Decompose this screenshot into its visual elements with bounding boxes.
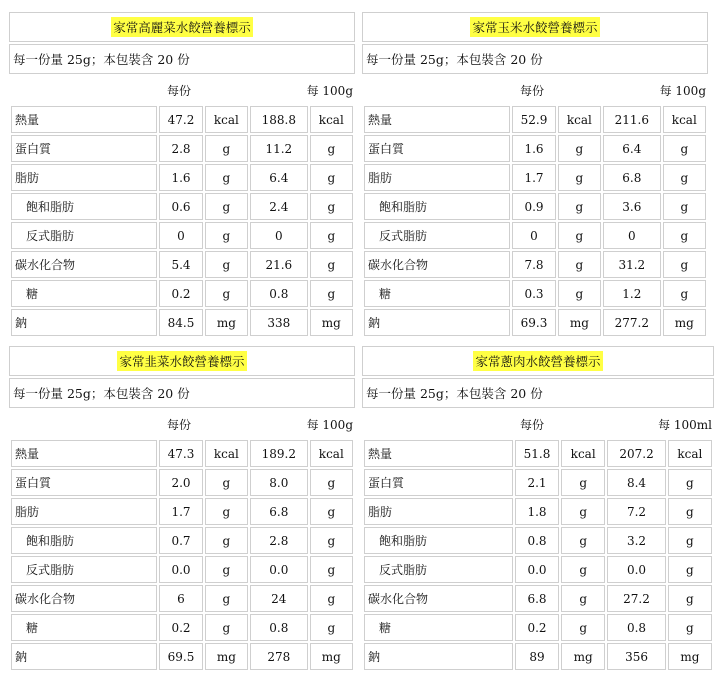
value-per-serving: 52.9 — [512, 106, 555, 133]
unit-per-serving: g — [205, 193, 248, 220]
unit-per-serving: g — [205, 527, 248, 554]
nutrient-name: 碳水化合物 — [11, 251, 157, 278]
panel-title-text: 家常蔥肉水餃營養標示 — [473, 351, 602, 371]
unit-per-100: g — [310, 280, 353, 307]
col-per-100: 每 100ml — [658, 418, 712, 432]
nutrient-name: 飽和脂肪 — [11, 193, 157, 220]
table-row — [364, 498, 712, 525]
table-row — [11, 440, 353, 467]
nutrient-name: 反式脂肪 — [364, 222, 510, 249]
nutrient-name: 糖 — [11, 280, 157, 307]
value-per-100: 7.2 — [607, 498, 666, 525]
value-per-serving: 0.6 — [159, 193, 202, 220]
nutrient-name: 飽和脂肪 — [364, 193, 510, 220]
unit-per-serving: g — [561, 585, 605, 612]
column-headers — [9, 412, 355, 436]
nutrient-name: 熱量 — [364, 106, 510, 133]
nutrient-name: 熱量 — [364, 440, 513, 467]
unit-per-100: kcal — [663, 106, 706, 133]
nutrient-name: 碳水化合物 — [364, 585, 513, 612]
value-per-100: 207.2 — [607, 440, 666, 467]
unit-per-100: mg — [310, 643, 353, 670]
unit-per-serving: mg — [561, 643, 605, 670]
unit-per-serving: g — [558, 280, 601, 307]
nutrient-name: 碳水化合物 — [364, 251, 510, 278]
value-per-100: 278 — [250, 643, 308, 670]
unit-per-serving: g — [205, 556, 248, 583]
unit-per-100: g — [663, 251, 706, 278]
unit-per-serving: kcal — [205, 440, 248, 467]
value-per-serving: 1.8 — [515, 498, 559, 525]
value-per-serving: 47.3 — [159, 440, 202, 467]
value-per-serving: 69.5 — [159, 643, 202, 670]
nutrient-name: 脂肪 — [11, 164, 157, 191]
value-per-serving: 84.5 — [159, 309, 202, 336]
value-per-serving: 0 — [512, 222, 555, 249]
nutrition-panel — [9, 12, 355, 344]
value-per-serving: 6 — [159, 585, 202, 612]
unit-per-100: g — [310, 614, 353, 641]
value-per-100: 0.0 — [607, 556, 666, 583]
unit-per-100: g — [310, 222, 353, 249]
unit-per-100: g — [310, 585, 353, 612]
unit-per-100: kcal — [310, 440, 353, 467]
unit-per-100: g — [310, 164, 353, 191]
nutrient-name: 鈉 — [11, 309, 157, 336]
unit-per-100: g — [663, 280, 706, 307]
unit-per-serving: g — [205, 280, 248, 307]
value-per-100: 0.8 — [607, 614, 666, 641]
unit-per-100: g — [310, 498, 353, 525]
unit-per-serving: g — [558, 193, 601, 220]
value-per-100: 0 — [250, 222, 308, 249]
table-row — [11, 251, 353, 278]
table-row — [11, 585, 353, 612]
column-headers — [9, 78, 355, 102]
panel-title-text: 家常玉米水餃營養標示 — [470, 17, 599, 37]
nutrient-name: 蛋白質 — [11, 469, 157, 496]
table-row — [364, 469, 712, 496]
value-per-100: 2.4 — [250, 193, 308, 220]
nutrient-name: 脂肪 — [364, 164, 510, 191]
panel-title-text: 家常韭菜水餃營養標示 — [117, 351, 246, 371]
value-per-serving: 2.1 — [515, 469, 559, 496]
unit-per-serving: g — [561, 498, 605, 525]
col-per-serving: 每份 — [520, 84, 545, 98]
unit-per-serving: g — [205, 585, 248, 612]
table-row — [11, 222, 353, 249]
unit-per-serving: g — [561, 469, 605, 496]
table-row — [364, 556, 712, 583]
table-row — [11, 164, 353, 191]
table-row — [11, 556, 353, 583]
unit-per-100: g — [310, 193, 353, 220]
unit-per-serving: g — [558, 222, 601, 249]
value-per-100: 31.2 — [603, 251, 661, 278]
unit-per-100: g — [663, 164, 706, 191]
unit-per-100: mg — [310, 309, 353, 336]
unit-per-100: g — [310, 469, 353, 496]
panel-title — [362, 346, 714, 376]
value-per-serving: 0.2 — [515, 614, 559, 641]
table-row — [364, 106, 706, 133]
value-per-100: 3.2 — [607, 527, 666, 554]
value-per-100: 6.4 — [603, 135, 661, 162]
value-per-100: 24 — [250, 585, 308, 612]
value-per-100: 3.6 — [603, 193, 661, 220]
value-per-serving: 2.0 — [159, 469, 202, 496]
nutrient-name: 飽和脂肪 — [11, 527, 157, 554]
unit-per-100: g — [663, 222, 706, 249]
table-row — [364, 164, 706, 191]
table-row — [364, 193, 706, 220]
value-per-100: 356 — [607, 643, 666, 670]
column-headers — [362, 412, 714, 436]
unit-per-serving: g — [205, 469, 248, 496]
table-row — [364, 280, 706, 307]
table-row — [364, 251, 706, 278]
value-per-100: 21.6 — [250, 251, 308, 278]
value-per-serving: 1.6 — [512, 135, 555, 162]
nutrient-name: 熱量 — [11, 440, 157, 467]
table-row — [11, 643, 353, 670]
value-per-serving: 69.3 — [512, 309, 555, 336]
panel-title — [9, 346, 355, 376]
unit-per-100: kcal — [668, 440, 712, 467]
nutrient-name: 碳水化合物 — [11, 585, 157, 612]
value-per-100: 1.2 — [603, 280, 661, 307]
serving-info: 每一份量 25g；本包裝含 20 份 — [9, 378, 355, 408]
table-row — [11, 106, 353, 133]
value-per-100: 189.2 — [250, 440, 308, 467]
serving-info: 每一份量 25g；本包裝含 20 份 — [9, 44, 355, 74]
nutrient-name: 脂肪 — [11, 498, 157, 525]
value-per-100: 277.2 — [603, 309, 661, 336]
unit-per-serving: g — [205, 164, 248, 191]
table-row — [11, 309, 353, 336]
value-per-serving: 0.9 — [512, 193, 555, 220]
value-per-serving: 1.7 — [159, 498, 202, 525]
value-per-100: 8.4 — [607, 469, 666, 496]
panel-title — [9, 12, 355, 42]
col-per-serving: 每份 — [167, 84, 192, 98]
value-per-serving: 0 — [159, 222, 202, 249]
value-per-100: 27.2 — [607, 585, 666, 612]
table-row — [364, 643, 712, 670]
unit-per-serving: mg — [205, 643, 248, 670]
unit-per-serving: g — [205, 222, 248, 249]
column-headers — [362, 78, 708, 102]
table-row — [364, 135, 706, 162]
unit-per-serving: kcal — [558, 106, 601, 133]
unit-per-serving: mg — [558, 309, 601, 336]
table-row — [11, 614, 353, 641]
unit-per-100: g — [310, 135, 353, 162]
value-per-100: 11.2 — [250, 135, 308, 162]
col-per-100: 每 100g — [306, 418, 353, 432]
nutrient-name: 鈉 — [11, 643, 157, 670]
unit-per-100: g — [663, 135, 706, 162]
table-row — [11, 498, 353, 525]
col-per-serving: 每份 — [520, 418, 545, 432]
value-per-serving: 89 — [515, 643, 559, 670]
value-per-100: 0.8 — [250, 614, 308, 641]
serving-info: 每一份量 25g；本包裝含 20 份 — [362, 44, 708, 74]
unit-per-100: g — [668, 614, 712, 641]
nutrient-name: 飽和脂肪 — [364, 527, 513, 554]
nutrition-table — [9, 438, 355, 672]
table-row — [11, 527, 353, 554]
nutrient-name: 糖 — [364, 614, 513, 641]
value-per-100: 6.4 — [250, 164, 308, 191]
nutrition-panel — [362, 346, 714, 678]
unit-per-100: g — [668, 498, 712, 525]
nutrient-name: 蛋白質 — [11, 135, 157, 162]
nutrient-name: 鈉 — [364, 643, 513, 670]
value-per-100: 2.8 — [250, 527, 308, 554]
value-per-serving: 5.4 — [159, 251, 202, 278]
nutrient-name: 反式脂肪 — [364, 556, 513, 583]
unit-per-100: g — [663, 193, 706, 220]
nutrient-name: 熱量 — [11, 106, 157, 133]
unit-per-100: mg — [663, 309, 706, 336]
unit-per-serving: mg — [205, 309, 248, 336]
value-per-serving: 0.7 — [159, 527, 202, 554]
value-per-serving: 47.2 — [159, 106, 202, 133]
unit-per-serving: kcal — [205, 106, 248, 133]
unit-per-serving: g — [561, 614, 605, 641]
nutrient-name: 反式脂肪 — [11, 222, 157, 249]
table-row — [364, 309, 706, 336]
value-per-serving: 2.8 — [159, 135, 202, 162]
table-row — [364, 585, 712, 612]
table-row — [11, 469, 353, 496]
value-per-serving: 1.6 — [159, 164, 202, 191]
value-per-serving: 6.8 — [515, 585, 559, 612]
nutrition-table — [362, 438, 714, 672]
unit-per-100: kcal — [310, 106, 353, 133]
value-per-serving: 0.8 — [515, 527, 559, 554]
unit-per-100: g — [668, 527, 712, 554]
value-per-serving: 0.3 — [512, 280, 555, 307]
nutrient-name: 糖 — [11, 614, 157, 641]
nutrient-name: 糖 — [364, 280, 510, 307]
unit-per-serving: g — [561, 527, 605, 554]
value-per-100: 0.0 — [250, 556, 308, 583]
value-per-100: 6.8 — [250, 498, 308, 525]
nutrient-name: 脂肪 — [364, 498, 513, 525]
col-per-serving: 每份 — [167, 418, 192, 432]
serving-info: 每一份量 25g；本包裝含 20 份 — [362, 378, 714, 408]
nutrient-name: 蛋白質 — [364, 469, 513, 496]
unit-per-serving: g — [558, 251, 601, 278]
unit-per-100: g — [668, 469, 712, 496]
unit-per-100: g — [668, 556, 712, 583]
unit-per-serving: g — [558, 164, 601, 191]
value-per-100: 6.8 — [603, 164, 661, 191]
table-row — [11, 193, 353, 220]
unit-per-100: mg — [668, 643, 712, 670]
table-row — [364, 440, 712, 467]
value-per-serving: 51.8 — [515, 440, 559, 467]
nutrient-name: 鈉 — [364, 309, 510, 336]
value-per-serving: 1.7 — [512, 164, 555, 191]
unit-per-serving: g — [561, 556, 605, 583]
unit-per-100: g — [310, 251, 353, 278]
nutrition-panel — [9, 346, 355, 678]
value-per-100: 0 — [603, 222, 661, 249]
unit-per-100: g — [668, 585, 712, 612]
table-row — [11, 135, 353, 162]
unit-per-serving: g — [558, 135, 601, 162]
value-per-serving: 0.0 — [159, 556, 202, 583]
unit-per-100: g — [310, 556, 353, 583]
value-per-serving: 0.2 — [159, 280, 202, 307]
nutrition-table — [9, 104, 355, 338]
value-per-serving: 7.8 — [512, 251, 555, 278]
panel-title — [362, 12, 708, 42]
value-per-100: 338 — [250, 309, 308, 336]
value-per-100: 8.0 — [250, 469, 308, 496]
value-per-100: 211.6 — [603, 106, 661, 133]
unit-per-serving: g — [205, 135, 248, 162]
value-per-serving: 0.2 — [159, 614, 202, 641]
value-per-100: 188.8 — [250, 106, 308, 133]
unit-per-serving: kcal — [561, 440, 605, 467]
panel-title-text: 家常高麗菜水餃營養標示 — [111, 17, 253, 37]
table-row — [11, 280, 353, 307]
unit-per-serving: g — [205, 614, 248, 641]
nutrient-name: 蛋白質 — [364, 135, 510, 162]
value-per-serving: 0.0 — [515, 556, 559, 583]
col-per-100: 每 100g — [659, 84, 706, 98]
unit-per-serving: g — [205, 498, 248, 525]
value-per-100: 0.8 — [250, 280, 308, 307]
nutrition-panel — [362, 12, 708, 344]
nutrient-name: 反式脂肪 — [11, 556, 157, 583]
nutrition-table — [362, 104, 708, 338]
col-per-100: 每 100g — [306, 84, 353, 98]
unit-per-100: g — [310, 527, 353, 554]
table-row — [364, 614, 712, 641]
table-row — [364, 527, 712, 554]
unit-per-serving: g — [205, 251, 248, 278]
table-row — [364, 222, 706, 249]
